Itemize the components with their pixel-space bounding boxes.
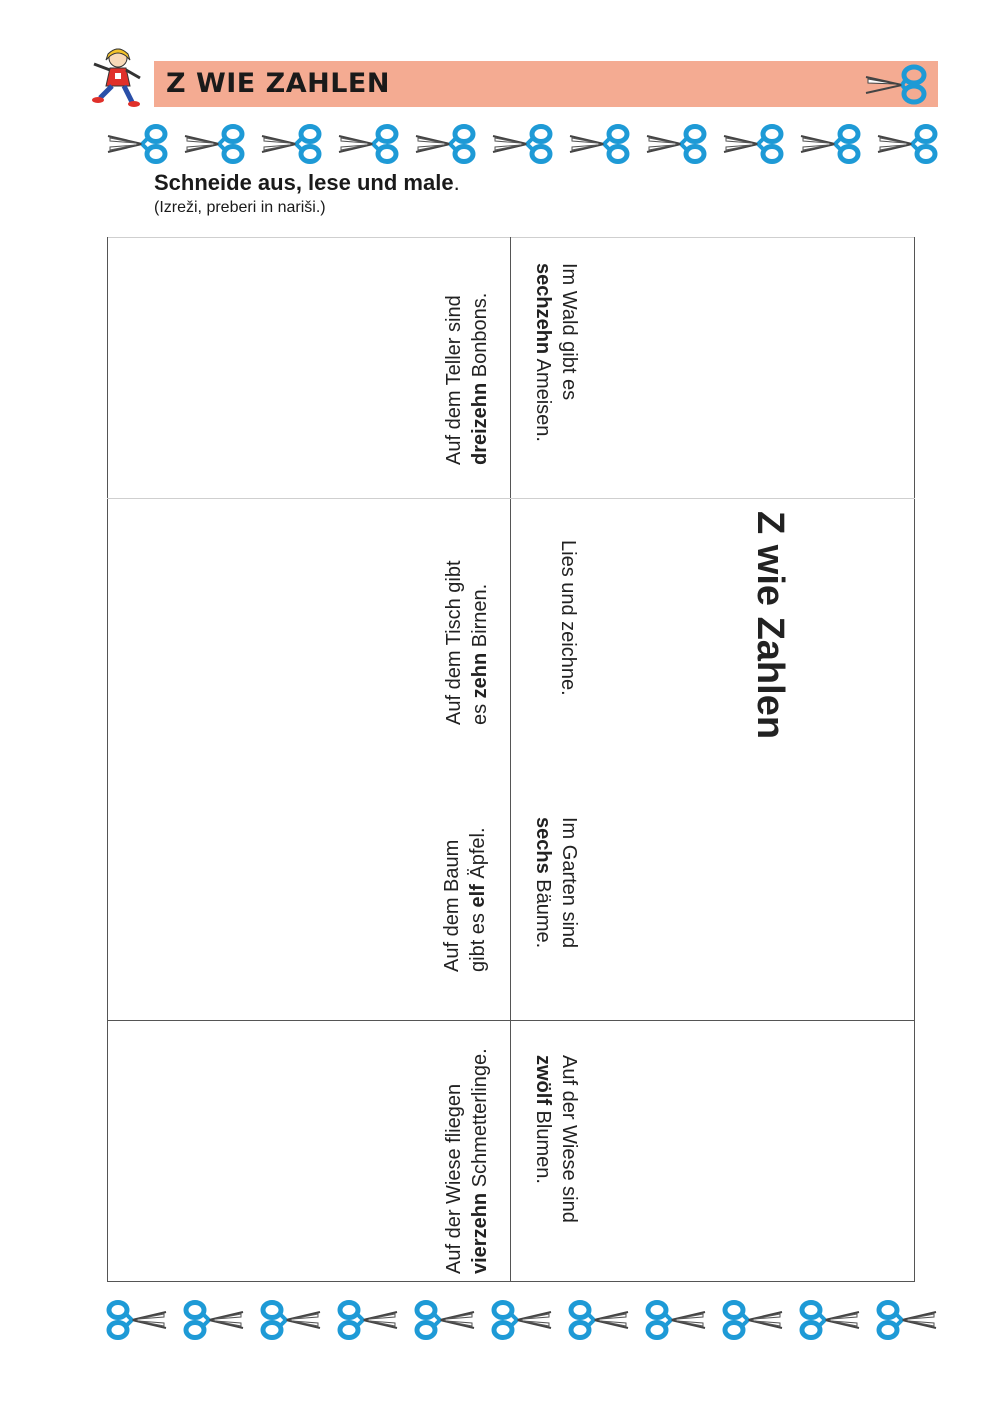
card-line xyxy=(530,263,556,442)
card-text: Schmetterlinge. xyxy=(469,1048,491,1193)
instruction-period: . xyxy=(453,170,460,195)
card-text: Birnen. xyxy=(469,583,491,653)
grid-divider-h3 xyxy=(107,1020,915,1021)
grid-border-left xyxy=(107,237,108,1282)
card-line xyxy=(467,1048,493,1274)
number-word: sechzehn xyxy=(532,263,554,355)
scissors-icon xyxy=(412,122,478,166)
card-wiese-schmetterlinge xyxy=(441,1048,493,1274)
card-tisch xyxy=(441,560,493,725)
card-wald xyxy=(530,263,582,442)
card-lies-und-zeichne xyxy=(555,540,581,696)
scissors-icon xyxy=(874,1298,940,1342)
card-line: Im Wald gibt es xyxy=(558,263,580,401)
grid-border-bottom xyxy=(107,1281,915,1282)
scissors-icon xyxy=(797,1298,863,1342)
scissors-icon xyxy=(104,122,170,166)
scissors-icon xyxy=(720,1298,786,1342)
girl-mascot-icon xyxy=(88,44,144,108)
scissors-row-top xyxy=(104,122,944,166)
card-baum xyxy=(439,827,491,972)
number-word: vierzehn xyxy=(469,1192,491,1274)
instruction xyxy=(154,170,460,196)
scissors-icon xyxy=(258,122,324,166)
grid-divider-h1 xyxy=(107,498,915,499)
number-word: zwölf xyxy=(532,1055,554,1105)
instruction-text: Schneide aus, lese und male xyxy=(154,170,454,195)
card-text: Blumen. xyxy=(532,1105,554,1184)
scissors-icon xyxy=(566,122,632,166)
card-teller xyxy=(441,293,493,465)
scissors-icon xyxy=(720,122,786,166)
card-text: Ameisen. xyxy=(532,354,554,442)
card-garten xyxy=(530,817,582,948)
scissors-icon xyxy=(643,122,709,166)
cover-title xyxy=(749,511,791,740)
scissors-icon xyxy=(412,1298,478,1342)
card-line: Lies und zeichne. xyxy=(557,540,579,696)
scissors-icon xyxy=(874,122,940,166)
number-word: elf xyxy=(467,884,489,908)
scissors-icon xyxy=(181,1298,247,1342)
card-line: Auf dem Baum xyxy=(441,839,463,972)
card-line: Auf der Wiese sind xyxy=(558,1055,580,1223)
card-text: Äpfel. xyxy=(467,827,489,885)
card-line xyxy=(530,817,556,948)
card-wiese-blumen xyxy=(530,1055,582,1223)
scissors-icon xyxy=(181,122,247,166)
grid-border-right xyxy=(914,237,915,1282)
grid-divider-vertical xyxy=(510,237,511,1282)
card-text: Bonbons. xyxy=(469,292,491,383)
cut-out-grid xyxy=(107,237,915,1282)
scissors-icon xyxy=(643,1298,709,1342)
scissors-icon xyxy=(566,1298,632,1342)
scissors-icon xyxy=(862,63,930,105)
card-text: gibt es xyxy=(467,907,489,972)
card-line: Auf dem Teller sind xyxy=(443,295,465,465)
scissors-icon xyxy=(489,122,555,166)
scissors-row-bottom xyxy=(104,1298,944,1342)
cover-title-text: Z wie Zahlen xyxy=(749,511,791,740)
scissors-icon xyxy=(104,1298,170,1342)
scissors-icon xyxy=(335,1298,401,1342)
card-text: Bäume. xyxy=(532,873,554,949)
card-line: Im Garten sind xyxy=(558,817,580,949)
card-line: Auf der Wiese fliegen xyxy=(443,1083,465,1274)
header-bar xyxy=(154,61,938,107)
instruction-translation: (Izreži, preberi in nariši.) xyxy=(154,199,326,216)
scissors-icon xyxy=(797,122,863,166)
card-line xyxy=(467,293,493,465)
number-word: zehn xyxy=(469,652,491,699)
number-word: sechs xyxy=(532,817,554,874)
card-line xyxy=(530,1055,556,1223)
scissors-icon xyxy=(258,1298,324,1342)
card-line xyxy=(465,827,491,972)
card-line xyxy=(467,560,493,725)
grid-border-top xyxy=(107,237,915,238)
number-word: dreizehn xyxy=(469,382,491,465)
scissors-icon xyxy=(489,1298,555,1342)
scissors-icon xyxy=(335,122,401,166)
card-line: Auf dem Tisch gibt xyxy=(443,560,465,725)
page-title: Z WIE ZAHLEN xyxy=(166,68,390,99)
card-text: es xyxy=(469,698,491,725)
